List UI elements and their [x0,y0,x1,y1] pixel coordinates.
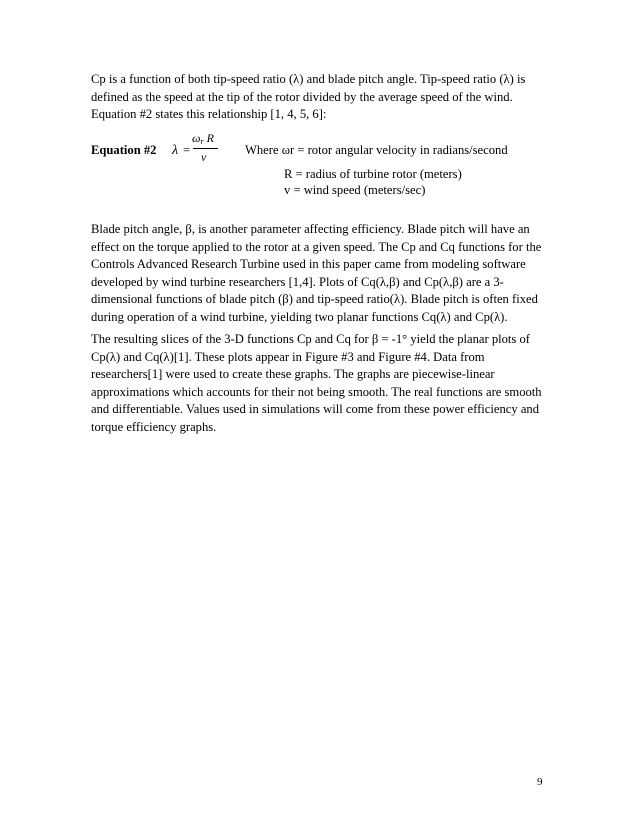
equation-lhs: λ [172,143,179,158]
page-number: 9 [537,776,543,788]
definition-radius: R = radius of turbine rotor (meters) [284,167,462,181]
definition-wind-speed: v = wind speed (meters/sec) [284,183,426,197]
paragraph-tip-speed-ratio: Cp is a function of both tip-speed ratio (λ) and blade pitch angle. Tip-speed ratio (λ) is defined as the speed at the tip of the rotor divided by the average speed of the wind. Equation #2 states this relationship [1, 4, 5, 6]: [91,72,526,121]
fraction-denominator: v [201,150,207,164]
paragraph-blade-pitch: Blade pitch angle, β, is another parameter affecting efficiency. Blade pitch will have an effect on the torque applied to the rotor at a given speed. The Cp and Cq functions for the Controls Advanced Research Turbine used in this paper came from modeling software developed by wind turbine researchers [1,4]. Plots of Cq(λ,β) and Cp(λ,β) are a 3-dimensional functions of blade pitch (β) and tip-speed ratio(λ). Blade pitch is often fixed during operation of a wind turbine, yielding two planar functions Cq(λ) and Cp(λ). [91,222,542,324]
fraction-bar [193,148,218,149]
fraction-numerator: $\omega_r$ R [192,131,214,146]
equation-equals: = [183,143,191,157]
paragraph-planar-slices: The resulting slices of the 3-D functions Cp and Cq for β = -1° yield the planar plots of Cp(λ) and Cq(λ)[1]. These plots appear in Figure #3 and Figure #4. Data from researchers[1] were used to create these graphs. The graphs are piecewise-linear approximations which accounts for their not being smooth. The real functions are smooth and differentiable. Values used in simulations will come from these power efficiency and torque efficiency graphs. [91,332,542,434]
equation-label: Equation #2 [91,143,157,157]
equation-where-clause: Where ωr = rotor angular velocity in radians/second [245,143,508,157]
